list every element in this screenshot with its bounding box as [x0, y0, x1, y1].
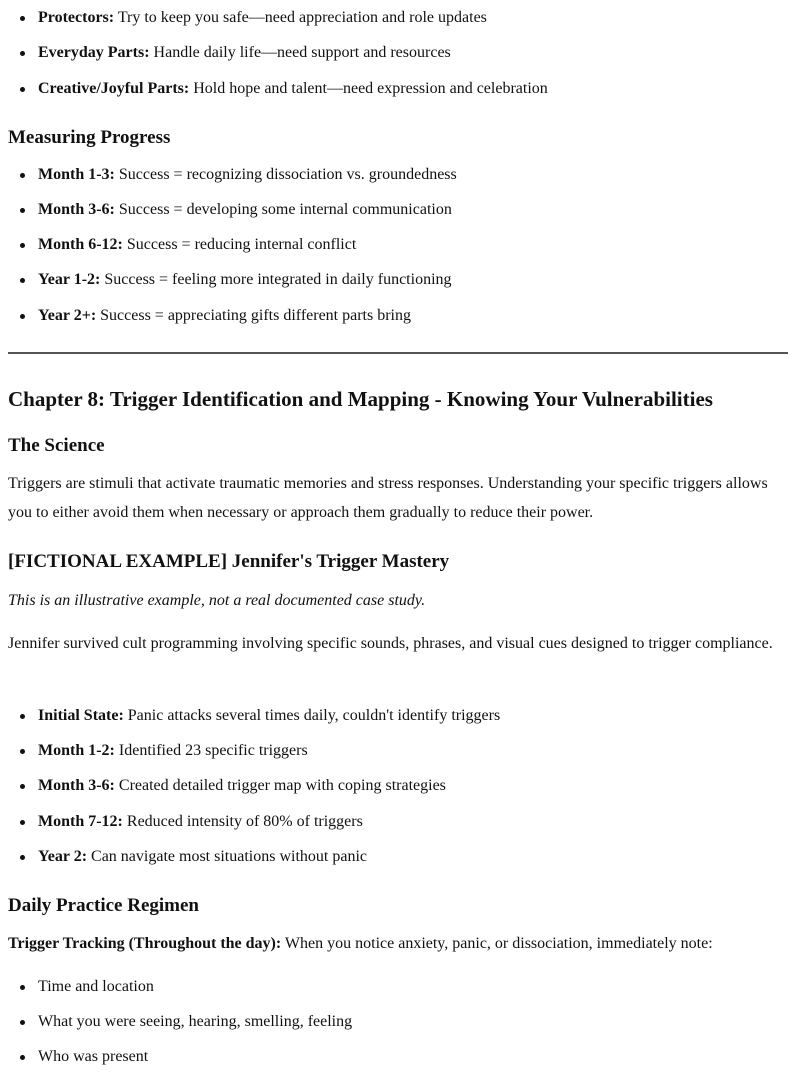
item-label: Protectors: [38, 9, 115, 26]
daily-practice-heading: Daily Practice Regimen [8, 895, 199, 916]
list-item [38, 270, 452, 290]
list-item [38, 812, 363, 832]
chapter-title: Chapter 8: Trigger Identification and Mapping - Knowing Your Vulnerabilities [8, 387, 713, 411]
science-paragraph: Triggers are stimuli that activate traumatic memories and stress responses. Understanding your specific triggers allows you to either avoid them when necessary or approach them gradually to reduce their power. [8, 475, 768, 521]
example-note: This is an illustrative example, not a real documented case study. [8, 592, 426, 609]
item-text: Created detailed trigger map with coping strategies [114, 777, 446, 794]
list-item [38, 165, 457, 185]
list-item [38, 235, 356, 255]
item-text: Handle daily life—need support and resources [149, 44, 451, 61]
list-item [38, 706, 500, 726]
example-heading: [FICTIONAL EXAMPLE] Jennifer's Trigger Mastery [8, 551, 450, 572]
item-text: Success = feeling more integrated in daily functioning [100, 271, 452, 288]
item-label: Month 1-3: [38, 166, 115, 183]
item-label: Month 1-2: [38, 742, 115, 759]
item-label: Month 3-6: [38, 201, 115, 218]
list-item: What you were seeing, hearing, smelling, feeling [38, 1013, 353, 1030]
item-text: Success = recognizing dissociation vs. groundedness [114, 166, 457, 183]
item-label: Month 3-6: [38, 777, 115, 794]
science-heading: The Science [8, 435, 105, 456]
item-text: Can navigate most situations without panic [87, 848, 367, 865]
item-text: Identified 23 specific triggers [114, 742, 308, 759]
section-divider [8, 352, 788, 354]
list-item [38, 8, 487, 28]
list-item [38, 43, 451, 63]
item-text: Try to keep you safe—need appreciation and role updates [114, 9, 487, 26]
measuring-progress-heading: Measuring Progress [8, 127, 171, 148]
list-item [38, 776, 446, 796]
item-label: Everyday Parts: [38, 44, 150, 61]
item-label: Month 6-12: [38, 236, 123, 253]
item-text: Success = appreciating gifts different parts bring [96, 307, 411, 324]
item-label: Month 7-12: [38, 813, 123, 830]
tracking-paragraph [8, 929, 790, 958]
item-label: Year 1-2: [38, 271, 101, 288]
item-label: Initial State: [38, 707, 124, 724]
item-label: Year 2: [38, 848, 88, 865]
item-text: Success = developing some internal communication [114, 201, 452, 218]
tracking-label: Trigger Tracking (Throughout the day): [8, 935, 282, 952]
item-label: Creative/Joyful Parts: [38, 80, 190, 97]
item-text: Hold hope and talent—need expression and celebration [189, 80, 548, 97]
list-item [38, 200, 452, 220]
item-label: Year 2+: [38, 307, 97, 324]
item-text: Panic attacks several times daily, couldn't identify triggers [123, 707, 501, 724]
item-text: Success = reducing internal conflict [122, 236, 357, 253]
list-item: Time and location [38, 978, 154, 995]
tracking-text: When you notice anxiety, panic, or dissociation, immediately note: [281, 935, 713, 952]
example-paragraph: Jennifer survived cult programming involving specific sounds, phrases, and visual cues designed to trigger compliance. [8, 635, 773, 652]
item-text: Reduced intensity of 80% of triggers [122, 813, 363, 830]
list-item [38, 741, 308, 761]
list-item [38, 306, 411, 326]
list-item: Who was present [38, 1048, 149, 1065]
list-item [38, 79, 548, 99]
list-item [38, 847, 367, 867]
